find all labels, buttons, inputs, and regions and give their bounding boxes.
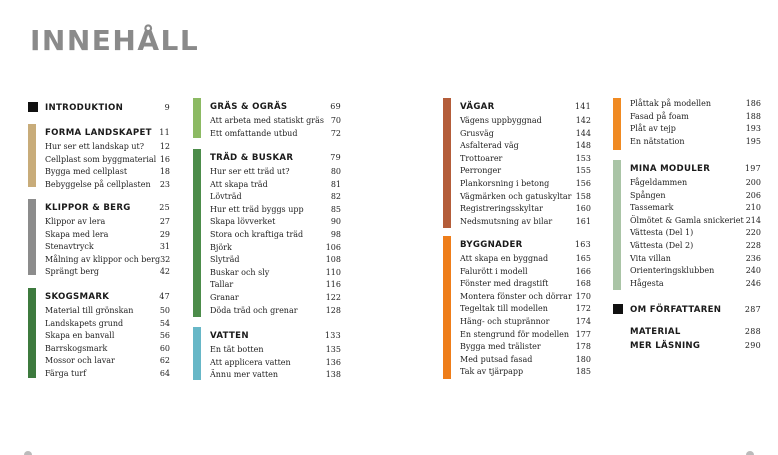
toc-entry-label: Hågesta (630, 278, 664, 288)
toc-page-number: 174 (575, 316, 591, 326)
toc-page-number: 27 (159, 217, 170, 226)
toc-entry[interactable] (460, 266, 591, 279)
section-color-bar (613, 160, 621, 290)
toc-entry-label: En stengrund för modellen (460, 329, 570, 339)
toc-heading[interactable] (210, 327, 341, 344)
toc-entry[interactable] (210, 204, 341, 217)
toc-entry-label: Bygga med cellplast (45, 167, 128, 177)
toc-entry-label: Ett omfattande utbud (210, 128, 298, 138)
toc-entry-label: Grusväg (460, 128, 494, 138)
toc-entry-label: Vättesta (Del 2) (630, 240, 694, 250)
toc-heading-label: VÄGAR (460, 102, 495, 112)
toc-entry[interactable] (210, 242, 341, 255)
toc-page-number: 206 (745, 190, 761, 200)
section-color-bar (613, 98, 621, 150)
toc-page-number: 50 (159, 306, 170, 315)
toc-entry-label: Material till grönskan (45, 306, 134, 315)
toc-section-mina-moduler (613, 160, 761, 290)
toc-entry-label: Plankorsning i betong (460, 178, 550, 188)
section-color-bar (28, 288, 36, 378)
toc-entry[interactable] (460, 203, 591, 216)
toc-entry-label: Klippor av lera (45, 217, 106, 226)
toc-page-number: 82 (330, 192, 341, 202)
toc-entry-label: Slyträd (210, 255, 240, 265)
toc-section-skogsmark (28, 288, 170, 378)
toc-entry-label: Fönster med dragstift (460, 279, 549, 289)
toc-page-number: 228 (745, 240, 761, 250)
toc-page-number: 165 (575, 254, 591, 263)
toc-entry-label: Vägmärken och gatuskyltar (460, 191, 572, 201)
toc-entry[interactable] (630, 253, 761, 266)
toc-entry[interactable] (45, 305, 170, 318)
toc-entry-label: Plåttak på modellen (630, 99, 711, 108)
toc-page-number: 161 (575, 216, 591, 226)
toc-page-number: 178 (575, 342, 591, 352)
toc-heading[interactable] (45, 99, 170, 116)
toc-entry[interactable] (630, 190, 761, 203)
toc-entry[interactable] (460, 316, 591, 329)
page-title: INNEHÅLL (30, 24, 200, 57)
toc-entry[interactable] (45, 179, 170, 192)
toc-page-number: 128 (325, 305, 341, 315)
toc-page-number: 70 (330, 116, 341, 125)
toc-page-number: 29 (159, 229, 170, 239)
toc-entry[interactable] (460, 291, 591, 304)
toc-entry-label: Björk (210, 242, 232, 252)
toc-page-number: 12 (159, 142, 170, 151)
toc-entry-label: Mossor och lavar (45, 356, 115, 366)
toc-entry-label: Färga turf (45, 368, 87, 378)
toc-entry[interactable] (210, 267, 341, 280)
toc-page-number: 122 (325, 292, 341, 302)
toc-page-number: 180 (575, 354, 591, 364)
section-color-bar (443, 98, 451, 228)
toc-page-number: 170 (575, 291, 591, 301)
toc-entry[interactable] (460, 354, 591, 367)
toc-entry[interactable] (45, 254, 170, 267)
toc-entry[interactable] (210, 305, 341, 318)
toc-entry-label: Bygga med trälister (460, 342, 541, 352)
toc-entry-label: Hur ser ett landskap ut? (45, 142, 145, 151)
toc-page-number: 11 (159, 128, 170, 137)
toc-entry[interactable] (630, 202, 761, 215)
toc-page-number: 200 (745, 178, 761, 187)
toc-entry-label: En tät botten (210, 345, 264, 354)
toc-page-number: 193 (745, 124, 761, 134)
toc-entry[interactable] (45, 330, 170, 343)
toc-heading[interactable] (210, 98, 341, 115)
toc-page-number: 116 (325, 280, 341, 290)
toc-page-number: 79 (330, 153, 341, 162)
toc-page-number: 108 (325, 255, 341, 265)
toc-entry[interactable] (45, 343, 170, 356)
toc-page-number: 153 (575, 153, 591, 163)
toc-page-number: 177 (575, 329, 591, 339)
toc-section-byggnader (443, 236, 591, 379)
toc-heading[interactable] (630, 339, 761, 353)
toc-entry[interactable] (210, 369, 341, 382)
toc-entry-label: Skapa lövverket (210, 217, 276, 227)
toc-page-number: 185 (575, 367, 591, 377)
toc-entry[interactable] (210, 357, 341, 370)
section-marker-square (613, 304, 623, 314)
toc-heading-label: KLIPPOR & BERG (45, 203, 131, 213)
toc-page-number: 60 (159, 343, 170, 353)
section-color-bar (28, 199, 36, 275)
toc-entry[interactable] (460, 191, 591, 204)
toc-page-number: 220 (745, 228, 761, 238)
toc-heading-label: MER LÄSNING (630, 341, 701, 351)
toc-page-number: 156 (575, 178, 591, 188)
toc-entry-label: Nedsmutsning av bilar (460, 216, 553, 226)
section-color-bar (28, 124, 36, 187)
toc-page-number: 85 (330, 204, 341, 214)
toc-entry[interactable] (45, 355, 170, 368)
toc-entry-label: Hur ser ett träd ut? (210, 167, 290, 176)
toc-entry[interactable] (630, 215, 761, 228)
toc-entry-label: Tassemark (630, 203, 674, 213)
toc-entry-label: Barrskogsmark (45, 343, 108, 353)
toc-entry[interactable] (460, 303, 591, 316)
toc-entry[interactable] (460, 341, 591, 354)
toc-entry-label: Plåt av tejp (630, 124, 676, 134)
toc-entry-label: Landskapets grund (45, 318, 124, 328)
toc-entry[interactable] (630, 177, 761, 190)
section-color-bar (193, 149, 201, 317)
toc-entry-label: Falurött i modell (460, 266, 528, 276)
toc-heading[interactable] (45, 199, 170, 216)
toc-entry-label: Spången (630, 190, 666, 200)
toc-page-number: 47 (159, 292, 170, 301)
toc-page-number: 25 (159, 203, 170, 212)
toc-page-number: 18 (159, 167, 170, 177)
toc-heading-label: FORMA LANDSKAPET (45, 128, 152, 138)
toc-page-number: 90 (330, 217, 341, 227)
toc-page-number: 80 (330, 167, 341, 176)
toc-entry-label: Häng- och stuprännor (460, 316, 550, 326)
toc-page-number: 64 (159, 368, 170, 378)
toc-entry[interactable] (210, 279, 341, 292)
toc-page-number: 163 (574, 240, 591, 249)
toc-entry[interactable] (210, 115, 341, 128)
toc-page-number: 288 (744, 327, 761, 336)
toc-entry-label: Orienteringsklubben (630, 266, 715, 276)
toc-entry[interactable] (460, 165, 591, 178)
toc-entry[interactable] (45, 166, 170, 179)
toc-entry[interactable] (630, 123, 761, 136)
toc-section-klippor-berg (28, 199, 170, 275)
toc-entry-label: Skapa med lera (45, 229, 109, 239)
toc-entry[interactable] (45, 368, 170, 381)
toc-page-number: 54 (159, 318, 170, 328)
toc-page-number: 144 (575, 128, 591, 138)
toc-page-number: 136 (325, 357, 341, 367)
toc-entry[interactable] (210, 166, 341, 179)
toc-page-number: 31 (159, 242, 170, 252)
toc-entry-label: Registreringsskyltar (460, 204, 543, 214)
toc-page-number: 214 (745, 215, 761, 225)
toc-entry-label: Cellplast som byggmaterial (45, 154, 157, 164)
toc-page-number: 197 (744, 164, 761, 173)
toc-page-number: 210 (745, 203, 761, 213)
toc-entry-label: Lövträd (210, 192, 242, 202)
toc-page-number: 32 (160, 254, 171, 264)
toc-page-number: 42 (159, 267, 170, 277)
toc-entry[interactable] (45, 266, 170, 279)
toc-heading[interactable] (630, 160, 761, 177)
toc-heading[interactable] (460, 236, 591, 253)
toc-page-number: 290 (744, 341, 761, 350)
toc-heading-label: SKOGSMARK (45, 292, 110, 302)
toc-entry[interactable] (460, 128, 591, 141)
section-color-bar (443, 236, 451, 379)
toc-page-number: 141 (574, 102, 591, 111)
toc-entry[interactable] (210, 292, 341, 305)
toc-entry-label: Att applicera vatten (210, 357, 291, 367)
toc-entry[interactable] (460, 178, 591, 191)
toc-entry[interactable] (210, 254, 341, 267)
toc-entry-label: Vättesta (Del 1) (630, 228, 694, 238)
toc-entry-label: En nätstation (630, 136, 685, 146)
toc-entry[interactable] (460, 115, 591, 128)
section-color-bar (193, 327, 201, 380)
toc-page-number: 110 (325, 267, 341, 277)
toc-entry[interactable] (630, 227, 761, 240)
toc-entry-label: Vägens uppbyggnad (460, 116, 542, 125)
toc-entry-label: Stora och kraftiga träd (210, 229, 304, 239)
section-color-bar (193, 98, 201, 138)
toc-entry[interactable] (630, 265, 761, 278)
toc-page-number: 56 (159, 331, 170, 341)
toc-entry-label: Vita villan (630, 253, 671, 263)
toc-entry[interactable] (45, 141, 170, 154)
toc-page-number: 72 (330, 128, 341, 138)
toc-entry[interactable] (630, 98, 761, 111)
toc-entry-label: Ännu mer vatten (210, 370, 279, 380)
page-corner-mark-left (24, 451, 32, 455)
toc-page-number: 148 (575, 141, 591, 151)
toc-page-number: 195 (745, 136, 761, 146)
toc-entry[interactable] (210, 191, 341, 204)
toc-page-number: 172 (575, 304, 591, 314)
toc-entry-label: Med putsad fasad (460, 354, 533, 364)
toc-entry[interactable] (210, 216, 341, 229)
toc-entry[interactable] (45, 318, 170, 331)
toc-page-number: 62 (159, 356, 170, 366)
toc-heading-label: OM FÖRFATTAREN (630, 305, 722, 315)
toc-page-number: 246 (745, 278, 761, 288)
toc-heading-label: MINA MODULER (630, 164, 711, 174)
toc-entry[interactable] (460, 216, 591, 229)
toc-page-number: 16 (159, 154, 170, 164)
toc-entry[interactable] (460, 140, 591, 153)
toc-page-number: 188 (745, 111, 761, 121)
toc-entry-label: Sprängt berg (45, 267, 100, 277)
toc-section-forma-landskapet (28, 124, 170, 187)
toc-page-number: 9 (164, 103, 170, 112)
toc-heading[interactable] (45, 124, 170, 141)
toc-section-byggnader-continued (613, 98, 761, 150)
toc-entry-label: Hur ett träd byggs upp (210, 204, 304, 214)
toc-entry-label: Tallar (210, 280, 234, 290)
toc-entry[interactable] (45, 229, 170, 242)
toc-heading[interactable] (45, 288, 170, 305)
toc-page-number: 240 (745, 266, 761, 276)
toc-entry[interactable] (630, 136, 761, 149)
toc-heading[interactable] (630, 325, 761, 339)
toc-entry[interactable] (460, 278, 591, 291)
toc-page-number: 287 (744, 305, 761, 314)
toc-entry-label: Asfalterad väg (460, 141, 519, 151)
toc-entry-label: Montera fönster och dörrar (460, 291, 572, 301)
toc-entry-label: Att skapa en byggnad (460, 254, 549, 263)
toc-entry-label: Ölmötet & Gamla snickeriet (630, 215, 744, 225)
page-corner-mark-right (746, 451, 754, 455)
toc-heading[interactable] (460, 98, 591, 115)
toc-page-number: 158 (575, 191, 591, 201)
toc-section-vagar (443, 98, 591, 228)
toc-entry-label: Perronger (460, 166, 502, 176)
toc-heading-label: TRÄD & BUSKAR (210, 153, 294, 163)
toc-entry[interactable] (460, 329, 591, 342)
toc-heading-label: INTRODUKTION (45, 103, 124, 113)
toc-heading-label: MATERIAL (630, 327, 681, 337)
toc-page-number: 236 (745, 253, 761, 263)
toc-page-number: 133 (324, 331, 341, 340)
toc-page-number: 138 (325, 370, 341, 380)
section-marker-square (28, 102, 38, 112)
toc-entry[interactable] (210, 128, 341, 141)
toc-entry-label: Tak av tjärpapp (460, 367, 524, 377)
toc-entry[interactable] (210, 229, 341, 242)
toc-page-number: 168 (575, 279, 591, 289)
toc-page-number: 142 (575, 116, 591, 125)
toc-entry-label: Tegeltak till modellen (460, 304, 548, 314)
toc-entry[interactable] (210, 344, 341, 357)
toc-entry[interactable] (460, 153, 591, 166)
toc-entry[interactable] (630, 240, 761, 253)
toc-entry-label: Att skapa träd (210, 179, 268, 189)
toc-entry-label: Fasad på foam (630, 111, 689, 121)
toc-page-number: 81 (330, 179, 341, 189)
toc-section-gras-ogras (193, 98, 341, 138)
toc-entry[interactable] (45, 216, 170, 229)
toc-entry-label: Bebyggelse på cellplasten (45, 179, 151, 189)
toc-page-number: 106 (325, 242, 341, 252)
toc-entry-label: Målning av klippor och berg (45, 254, 161, 264)
toc-section-trad-buskar (193, 149, 341, 317)
toc-page-number: 155 (575, 166, 591, 176)
toc-heading-label: BYGGNADER (460, 240, 523, 250)
toc-entry[interactable] (210, 179, 341, 192)
toc-entry[interactable] (45, 241, 170, 254)
toc-page-number: 160 (575, 204, 591, 214)
toc-entry[interactable] (460, 253, 591, 266)
toc-page-number: 186 (745, 99, 761, 108)
toc-section-vatten (193, 327, 341, 380)
toc-page-number: 69 (330, 102, 341, 111)
toc-entry-label: Fågeldammen (630, 178, 688, 187)
toc-entry[interactable] (630, 278, 761, 291)
toc-page-number: 23 (159, 179, 170, 189)
toc-page-number: 98 (330, 229, 341, 239)
toc-heading-label: VATTEN (210, 331, 249, 341)
toc-entry[interactable] (460, 366, 591, 379)
toc-entry-label: Stenavtryck (45, 242, 94, 252)
toc-entry-label: Döda träd och grenar (210, 305, 298, 315)
toc-entry-label: Granar (210, 292, 239, 302)
toc-entry[interactable] (45, 154, 170, 167)
toc-page-number: 166 (575, 266, 591, 276)
toc-entry-label: Buskar och sly (210, 267, 270, 277)
toc-entry-label: Skapa en banvall (45, 331, 115, 341)
toc-entry[interactable] (630, 111, 761, 124)
toc-page-number: 135 (325, 345, 341, 354)
toc-entry-label: Trottoarer (460, 153, 503, 163)
toc-entry-label: Att arbeta med statiskt gräs (210, 116, 324, 125)
toc-heading-label: GRÄS & OGRÄS (210, 102, 288, 112)
toc-heading[interactable] (630, 301, 761, 318)
toc-heading[interactable] (210, 149, 341, 166)
